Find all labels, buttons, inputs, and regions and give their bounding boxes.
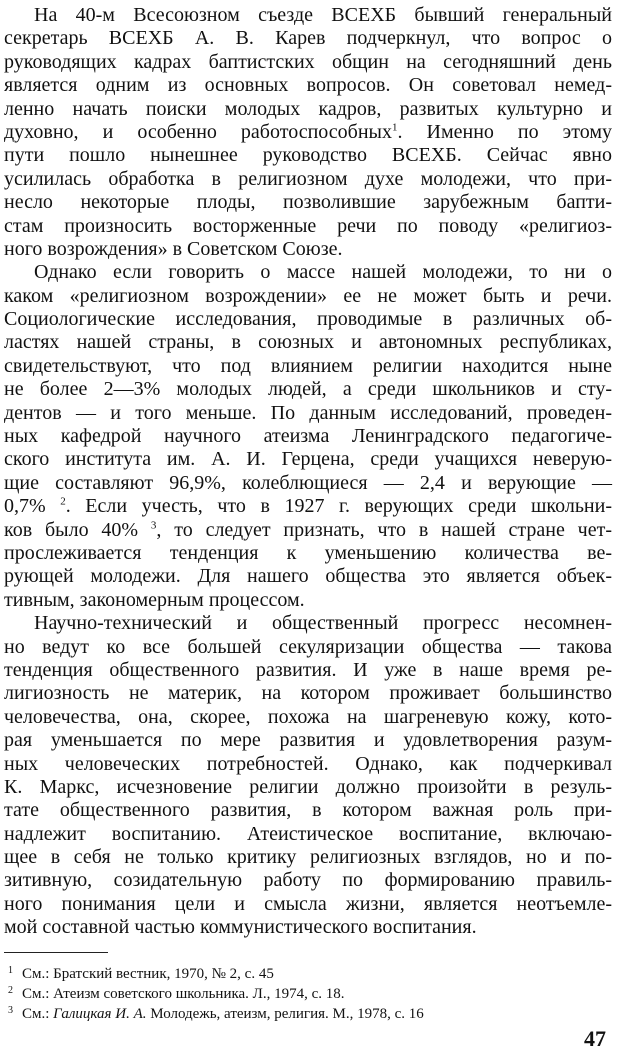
- text-line: несло некоторые плоды, позволившие зарубежным бапти-: [4, 191, 612, 214]
- text-line: усилилась обработка в религиозном духе молодежи, что при-: [4, 167, 612, 190]
- text-line: На 40-м Всесоюзном съезде ВСЕХБ бывший генеральный: [34, 4, 612, 26]
- text-line: лигиозность не материк, на котором проживает большинство: [4, 682, 612, 705]
- page-number: 47: [584, 1026, 606, 1051]
- footnotes: [4, 964, 612, 1024]
- text-line: Социологические исследования, проводимые в различных об-: [4, 308, 612, 331]
- text-segment: 0,7%: [4, 495, 46, 518]
- footnote-3: [4, 1004, 612, 1024]
- text-line: ных человеческих потребностей. Однако, как подчеркивал: [4, 752, 612, 775]
- footnote-ref-2[interactable]: 2: [60, 495, 66, 508]
- text-line: ленно начать поиски молодых кадров, развитых культурно и: [4, 97, 612, 120]
- text-line: рая уменьшается по мере развития и удовлетворения разум-: [4, 729, 612, 752]
- footnote-mark: 3: [8, 1005, 13, 1016]
- text-line: [4, 121, 612, 144]
- footnote-mark: 2: [8, 985, 13, 996]
- text-segment: . Именно по этому: [397, 120, 613, 143]
- main-text: [4, 4, 612, 940]
- text-line: щие составляют 96,9%, колеблющиеся — 2,4 и верующие —: [4, 471, 612, 494]
- text-line: [4, 495, 612, 518]
- text-line: дентов — и того меньше. По данным исследований, проведен-: [4, 401, 612, 424]
- text-line: но ведут ко все большей секуляризации общества — такова: [4, 635, 612, 658]
- text-line: ластях нашей страны, в союзных и автономных республиках,: [4, 331, 612, 354]
- footnote-ref-3[interactable]: 3: [150, 518, 157, 531]
- text-line: щее в себя не только критику религиозных взглядов, но и по-: [4, 846, 612, 869]
- text-line: ного понимания цели и смысла жизни, является неотъемле-: [4, 892, 612, 915]
- text-line: является одним из основных вопросов. Он советовал немед-: [4, 74, 612, 97]
- text-line: свидетельствуют, что под влиянием религии находится ныне: [4, 354, 612, 377]
- text-line: ных кафедрой научного атеизма Ленинградского педагогиче-: [4, 425, 612, 448]
- text-line: рующей молодежи. Для нашего общества это является объек-: [4, 565, 612, 588]
- text-line: ского института им. А. И. Герцена, среди учащихся неверую-: [4, 448, 612, 471]
- text-line: тивным, закономерным процессом.: [4, 588, 305, 611]
- footnote-2: [4, 984, 612, 1004]
- book-page: [4, 4, 612, 1054]
- text-line: стам произносить восторженные речи по поводу «религиоз-: [4, 214, 612, 237]
- text-line: тате общественного развития, в котором важная роль при-: [4, 799, 612, 822]
- footnote-author: Галицкая И. А.: [53, 1006, 147, 1022]
- footnote-prefix: См.:: [22, 1006, 54, 1022]
- text-line: Однако если говорить о массе нашей молодежи, то ни о: [34, 261, 612, 284]
- text-line: зитивную, созидательную работу по формированию правиль-: [4, 869, 612, 892]
- text-line: ного возрождения» в Советском Союзе.: [4, 237, 343, 260]
- footnote-mark: 1: [8, 965, 13, 976]
- text-line: Научно-технический и общественный прогресс несомнен-: [34, 612, 612, 635]
- text-segment: ков было 40%: [4, 518, 139, 541]
- text-segment: , то следует признать, что в нашей стране чет-: [156, 518, 613, 541]
- paragraph-1: [4, 4, 612, 261]
- text-line: каком «религиозном возрождении» ее не может быть и речи.: [4, 284, 612, 307]
- text-line: мой составной частью коммунистического воспитания.: [4, 916, 477, 939]
- text-line: человечества, она, скорее, похожа на шагреневую кожу, кото-: [4, 705, 612, 728]
- footnote-divider: [4, 952, 108, 953]
- paragraph-2: [4, 261, 612, 612]
- footnote-text: См.: Братский вестник, 1970, № 2, с. 45: [22, 966, 274, 982]
- text-line: не более 2—3% молодых людей, а среди школьников и сту-: [4, 378, 612, 401]
- text-segment: духовно, и особенно работоспособных: [4, 120, 392, 143]
- text-line: пути пошло нынешнее руководство ВСЕХБ. Сейчас явно: [4, 144, 612, 167]
- text-line: руководящих кадрах баптистских общин на сегодняшний день: [4, 50, 612, 73]
- text-line: К. Маркс, исчезновение религии должно произойти в резуль-: [4, 775, 612, 798]
- footnote-ref-1[interactable]: 1: [391, 121, 398, 134]
- footnote-text: См.: Атеизм советского школьника. Л., 1974, с. 18.: [22, 986, 345, 1002]
- footnote-1: [4, 964, 612, 984]
- text-line: надлежит воспитанию. Атеистическое воспитание, включаю-: [4, 822, 612, 845]
- paragraph-3: [4, 612, 612, 939]
- text-line: [4, 519, 612, 542]
- footnote-text: Молодежь, атеизм, религия. М., 1978, с. 16: [146, 1006, 424, 1022]
- text-line: тенденция общественного развития. И уже в наше время ре-: [4, 658, 612, 681]
- text-line: секретарь ВСЕХБ А. В. Карев подчеркнул, что вопрос о: [4, 27, 612, 50]
- text-segment: . Если учесть, что в 1927 г. верующих среди школьни-: [65, 495, 613, 518]
- text-line: прослеживается тенденция к уменьшению количества ве-: [4, 541, 612, 564]
